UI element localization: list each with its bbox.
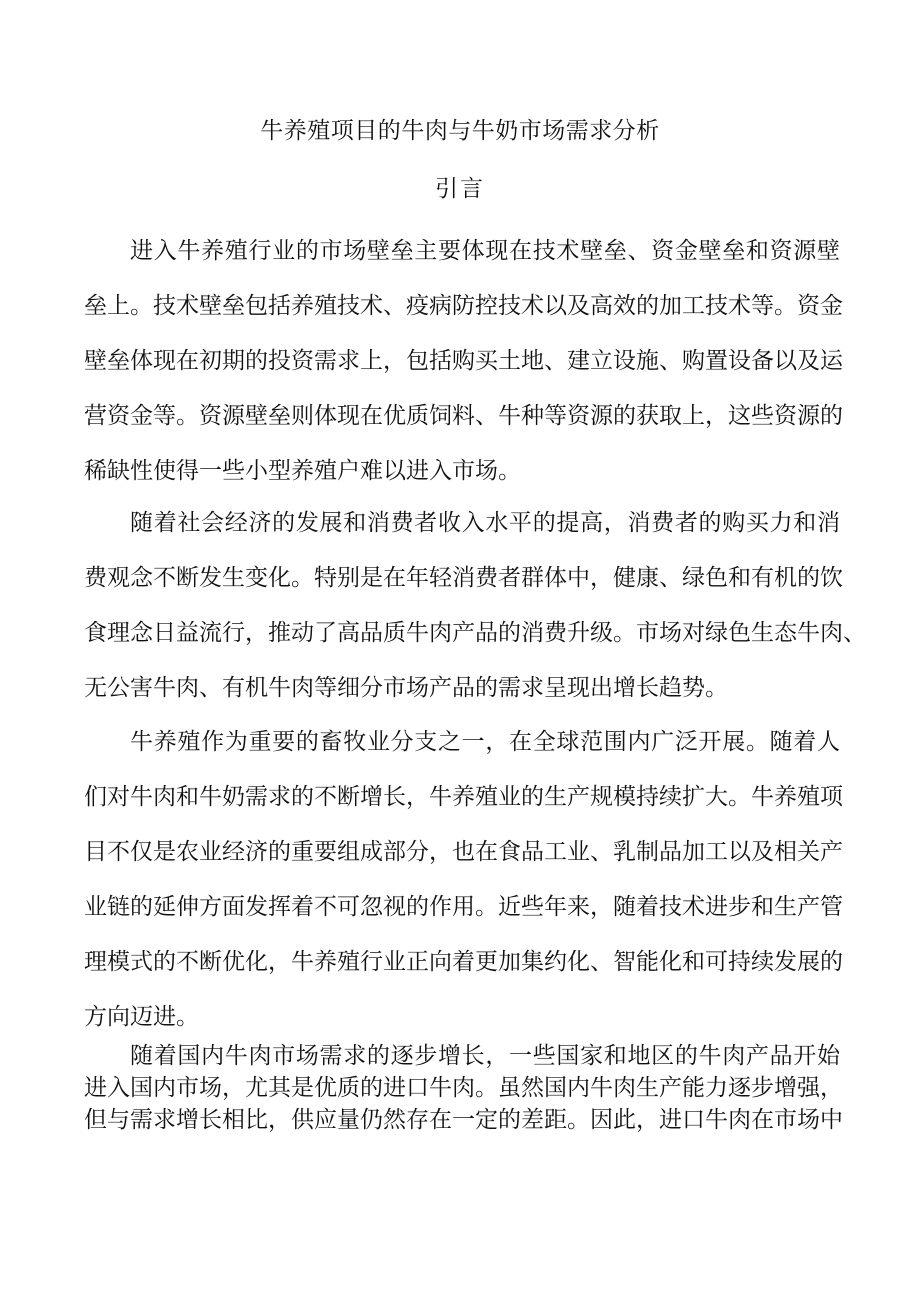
paragraph-industry-overview [84, 715, 843, 1045]
paragraph-consumer-trends [84, 496, 866, 716]
paragraph-line: 们对牛肉和牛奶需求的不断增长，牛养殖业的生产规模持续扩大。牛养殖项 [84, 784, 843, 810]
paragraph-line: 随着国内牛肉市场需求的逐步增长，一些国家和地区的牛肉产品开始 [130, 1043, 840, 1069]
paragraph-line: 进入国内市场，尤其是优质的进口牛肉。虽然国内牛肉生产能力逐步增强， [84, 1075, 843, 1101]
paragraph-line: 壁垒体现在初期的投资需求上，包括购买土地、建立设施、购置设备以及运 [84, 348, 843, 374]
paragraph-line: 进入牛养殖行业的市场壁垒主要体现在技术壁垒、资金壁垒和资源壁 [130, 238, 840, 264]
paragraph-market-barriers [84, 224, 843, 499]
paragraph-line: 目不仅是农业经济的重要组成部分，也在食品工业、乳制品加工以及相关产 [84, 839, 843, 865]
paragraph-line: 随着社会经济的发展和消费者收入水平的提高，消费者的购买力和消 [130, 510, 840, 536]
paragraph-line: 无公害牛肉、有机牛肉等细分市场产品的需求呈现出增长趋势。 [84, 675, 728, 701]
paragraph-line: 营资金等。资源壁垒则体现在优质饲料、牛种等资源的获取上，这些资源的 [84, 403, 843, 429]
paragraph-line: 垒上。技术壁垒包括养殖技术、疫病防控技术以及高效的加工技术等。资金 [84, 293, 843, 319]
section-heading-introduction: 引言 [435, 176, 485, 202]
document-title: 牛养殖项目的牛肉与牛奶市场需求分析 [260, 118, 660, 144]
paragraph-line: 费观念不断发生变化。特别是在年轻消费者群体中，健康、绿色和有机的饮 [84, 565, 843, 591]
paragraph-line: 稀缺性使得一些小型养殖户难以进入市场。 [84, 458, 521, 484]
paragraph-imported-beef [84, 1040, 843, 1136]
paragraph-line: 理模式的不断优化，牛养殖行业正向着更加集约化、智能化和可持续发展的 [84, 949, 843, 975]
paragraph-line: 业链的延伸方面发挥着不可忽视的作用。近些年来，随着技术进步和生产管 [84, 894, 843, 920]
paragraph-line: 牛养殖作为重要的畜牧业分支之一，在全球范围内广泛开展。随着人 [130, 729, 840, 755]
paragraph-line: 方向迈进。 [84, 1004, 199, 1030]
paragraph-line: 但与需求增长相比，供应量仍然存在一定的差距。因此，进口牛肉在市场中 [84, 1107, 843, 1133]
paragraph-line: 食理念日益流行，推动了高品质牛肉产品的消费升级。市场对绿色生态牛肉、 [84, 620, 866, 646]
